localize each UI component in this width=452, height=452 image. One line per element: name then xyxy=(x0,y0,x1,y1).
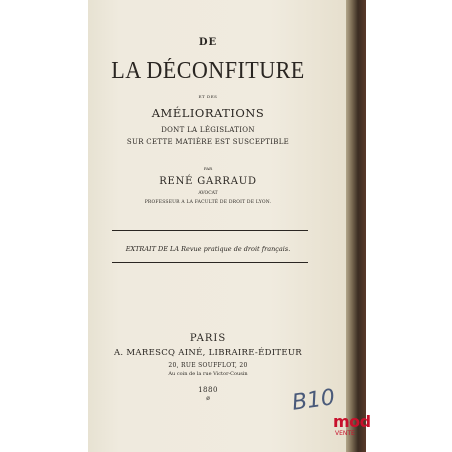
main-title: LA DÉCONFITURE xyxy=(111,58,305,84)
title-page xyxy=(88,0,348,452)
title-prefix: DE xyxy=(198,37,218,48)
publisher-address: 20, RUE SOUFFLOT, 20 xyxy=(168,362,248,369)
divider-top xyxy=(112,230,308,231)
secondary-title: AMÉLIORATIONS xyxy=(151,106,265,120)
left-margin xyxy=(0,0,88,452)
pencil-annotation: B10 xyxy=(290,385,337,416)
author-role: AVOCAT xyxy=(198,191,218,196)
extract-note: EXTRAIT DE LA Revue pratique de droit français. xyxy=(125,245,291,253)
book-spine xyxy=(346,0,366,452)
printer-mark: ø xyxy=(206,395,210,402)
divider-bottom xyxy=(112,262,308,263)
publisher-address-note: Au coin de la rue Victor-Cousin xyxy=(168,371,248,377)
watermark-logo-text: mod xyxy=(333,412,371,431)
author-name: RENÉ GARRAUD xyxy=(159,176,257,187)
watermark-logo-subtext: VENTE xyxy=(335,430,355,437)
subtitle-line-1: DONT LA LÉGISLATION xyxy=(161,126,255,134)
conjunction-text: ET DES xyxy=(198,94,218,99)
watermark-logo xyxy=(331,398,369,438)
publisher-name: A. MARESCQ AINÉ, LIBRAIRE-ÉDITEUR xyxy=(113,348,303,358)
publication-year: 1880 xyxy=(198,386,218,394)
publication-city: PARIS xyxy=(189,333,227,344)
author-title: PROFESSEUR A LA FACULTÉ DE DROIT DE LYON. xyxy=(144,200,272,205)
subtitle-line-2: SUR CETTE MATIÈRE EST SUSCEPTIBLE xyxy=(126,138,290,146)
by-label: PAR xyxy=(203,166,213,171)
right-margin xyxy=(366,0,452,452)
